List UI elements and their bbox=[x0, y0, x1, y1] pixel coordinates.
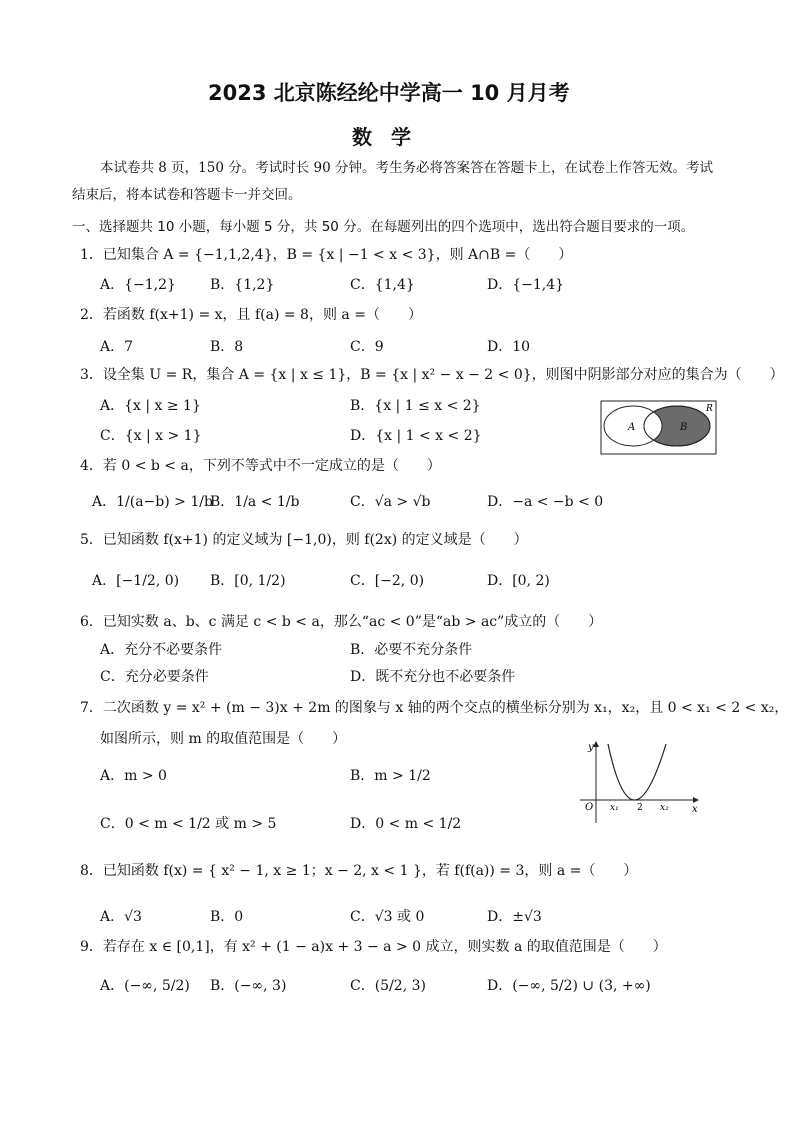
question-8-option-b: B．0 bbox=[210, 909, 244, 925]
question-7-option-a: A．m > 0 bbox=[100, 768, 167, 784]
question-2-option-b: B．8 bbox=[210, 339, 244, 355]
question-5-option-b: B．[0, 1/2) bbox=[210, 573, 286, 589]
question-7-option-d: D．0 < m < 1/2 bbox=[350, 816, 462, 832]
subject-title: 数 学 bbox=[352, 125, 417, 149]
question-4-option-c: C．√a > √b bbox=[350, 494, 431, 510]
question-9-option-d: D．(−∞, 5/2) ∪ (3, +∞) bbox=[487, 978, 651, 994]
question-6-option-d: D．既不充分也不必要条件 bbox=[350, 669, 516, 685]
question-8-option-a: A．√3 bbox=[100, 909, 142, 925]
axis-label-y: y bbox=[588, 742, 594, 753]
question-3-option-b: B．{x | 1 ≤ x < 2} bbox=[350, 398, 481, 414]
question-3-option-c: C．{x | x > 1} bbox=[100, 428, 202, 444]
intro-line-1: 本试卷共 8 页，150 分。考试时长 90 分钟。考生务必将答案答在答题卡上，在试卷上作答无效。考试 bbox=[100, 160, 713, 176]
question-1-stem: 1．已知集合 A = {−1,1,2,4}，B = {x | −1 < x < 3}，则 A∩B =（ ） bbox=[80, 247, 573, 263]
question-8-stem: 8．已知函数 f(x) = { x² − 1, x ≥ 1；x − 2, x < 1 }，若 f(f(a)) = 3，则 a =（ ） bbox=[80, 863, 638, 879]
question-7-option-c: C．0 < m < 1/2 或 m > 5 bbox=[100, 816, 277, 832]
root-x1-label: x₁ bbox=[610, 803, 619, 813]
intro-line-2: 结束后，将本试卷和答题卡一并交回。 bbox=[72, 187, 302, 203]
question-1-option-b: B．{1,2} bbox=[210, 277, 275, 293]
question-6-option-a: A．充分不必要条件 bbox=[100, 642, 223, 658]
question-2-stem: 2．若函数 f(x+1) = x，且 f(a) = 8，则 a =（ ） bbox=[80, 307, 422, 323]
question-9-option-b: B．(−∞, 3) bbox=[210, 978, 287, 994]
question-6-option-b: B．必要不充分条件 bbox=[350, 642, 473, 658]
question-8-option-c: C．√3 或 0 bbox=[350, 909, 425, 925]
origin-label: O bbox=[585, 802, 594, 813]
question-3-option-d: D．{x | 1 < x < 2} bbox=[350, 428, 482, 444]
question-4-option-a: A．1/(a−b) > 1/b bbox=[92, 494, 213, 510]
question-9-option-a: A．(−∞, 5/2) bbox=[100, 978, 190, 994]
parabola-curve bbox=[608, 744, 666, 800]
venn-label-b: B bbox=[680, 422, 688, 433]
question-4-option-d: D．−a < −b < 0 bbox=[487, 494, 604, 510]
question-9-stem: 9．若存在 x ∈ [0,1]，有 x² + (1 − a)x + 3 − a > 0 成立，则实数 a 的取值范围是（ ） bbox=[80, 939, 667, 955]
venn-label-a: A bbox=[628, 422, 636, 433]
question-6-option-c: C．充分必要条件 bbox=[100, 669, 209, 685]
question-2-option-d: D．10 bbox=[487, 339, 531, 355]
question-7-stem-2: 如图所示，则 m 的取值范围是（ ） bbox=[100, 731, 347, 747]
question-5-option-a: A．[−1/2, 0) bbox=[92, 573, 180, 589]
root-x2-label: x₂ bbox=[660, 803, 669, 813]
question-7-stem: 7．二次函数 y = x² + (m − 3)x + 2m 的图象与 x 轴的两个交点的横坐标分别为 x₁，x₂，且 0 < x₁ < 2 < x₂， bbox=[80, 700, 789, 716]
section-heading: 一、选择题共 10 小题，每小题 5 分，共 50 分。在每题列出的四个选项中，选出符合题目要求的一项。 bbox=[72, 219, 695, 235]
question-1-option-a: A．{−1,2} bbox=[100, 277, 176, 293]
venn-label-r: R bbox=[706, 404, 713, 414]
question-1-option-d: D．{−1,4} bbox=[487, 277, 565, 293]
page-title: 2023 北京陈经纶中学高一 10 月月考 bbox=[208, 81, 570, 105]
parabola-graph bbox=[576, 738, 702, 826]
question-4-option-b: B．1/a < 1/b bbox=[210, 494, 300, 510]
question-7-option-b: B．m > 1/2 bbox=[350, 768, 431, 784]
question-2-option-c: C．9 bbox=[350, 339, 384, 355]
question-8-option-d: D．±√3 bbox=[487, 909, 542, 925]
question-5-option-d: D．[0, 2) bbox=[487, 573, 550, 589]
tick-2-label: 2 bbox=[637, 803, 643, 813]
axis-label-x: x bbox=[692, 804, 698, 815]
question-2-option-a: A．7 bbox=[100, 339, 134, 355]
question-4-stem: 4．若 0 < b < a，下列不等式中不一定成立的是（ ） bbox=[80, 458, 441, 474]
venn-diagram bbox=[600, 400, 718, 456]
question-5-option-c: C．[−2, 0) bbox=[350, 573, 425, 589]
question-1-option-c: C．{1,4} bbox=[350, 277, 415, 293]
question-3-option-a: A．{x | x ≥ 1} bbox=[100, 398, 201, 414]
question-9-option-c: C．(5/2, 3) bbox=[350, 978, 426, 994]
question-3-stem: 3．设全集 U = R，集合 A = {x | x ≤ 1}，B = {x | x² − x − 2 < 0}，则图中阴影部分对应的集合为（ ） bbox=[80, 367, 784, 383]
question-5-stem: 5．已知函数 f(x+1) 的定义域为 [−1,0)，则 f(2x) 的定义域是（ ） bbox=[80, 532, 528, 548]
question-6-stem: 6．已知实数 a、b、c 满足 c < b < a，那么“ac < 0”是“ab > ac”成立的（ ） bbox=[80, 614, 603, 630]
